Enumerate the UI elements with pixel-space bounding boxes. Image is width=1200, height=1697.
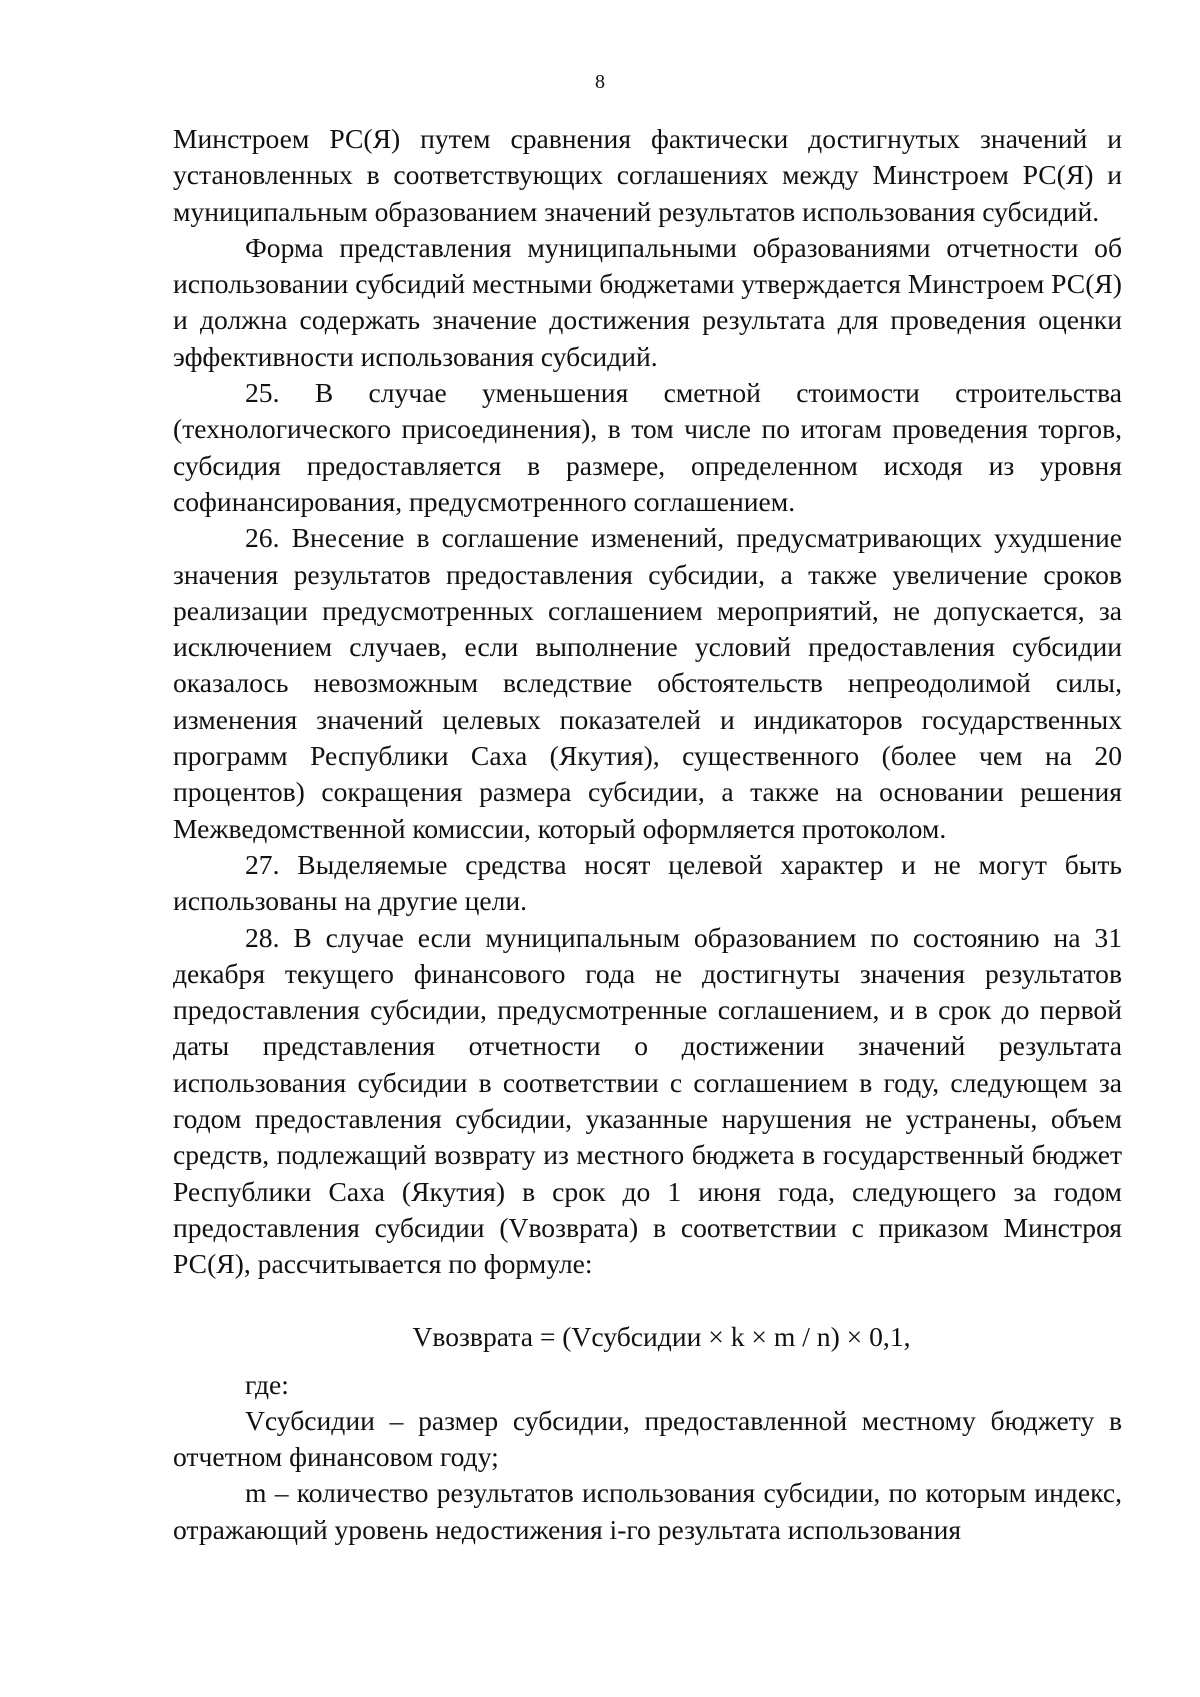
refund-formula: Vвозврата = (Vсубсидии × k × m / n) × 0,1, <box>412 1320 911 1352</box>
where-label: где: <box>245 1368 289 1400</box>
definition-m: m – количество результатов использования субсидии, по которым индекс, отражающий уровень недостижения i-го результата использования <box>173 1477 1122 1545</box>
definition-v-subsidy: Vсубсидии – размер субсидии, предоставленной местному бюджету в отчетном финансовом году; <box>173 1404 1122 1473</box>
paragraph-report-form: Форма представления муниципальными образованиями отчетности об использовании субсидий местными бюджетами утверждается Минстроем РС(Я) и должна содержать значение достижения результата для проведения оценки эффективности использования субсидий. <box>173 231 1122 372</box>
paragraph-25: 25. В случае уменьшения сметной стоимости строительства (технологического присоединения), в том числе по итогам проведения торгов, субсидия предоставляется в размере, определенном исходя из уровня софинансирования, предусмотренного соглашением. <box>173 377 1122 517</box>
paragraph-27: 27. Выделяемые средства носят целевой характер и не могут быть использованы на другие цели. <box>173 848 1122 917</box>
paragraph-28: 28. В случае если муниципальным образованием по состоянию на 31 декабря текущего финансового года не достигнуты значения результатов предоставления субсидии, предусмотренные соглашением, и в срок до первой даты представления отчетности о достижении значений результата использования субсидии в соответствии с соглашением в году, следующем за годом предоставления субсидии, указанные нарушения не устранены, объем средств, подлежащий возврату из местного бюджета в государственный бюджет Республики Саха (Якутия) в срок до 1 июня года, следующего за годом предоставления субсидии (Vвозврата) в соответствии с приказом Минстроя РС(Я), рассчитывается по формуле: <box>173 921 1122 1280</box>
paragraph-continuation: Минстроем РС(Я) путем сравнения фактически достигнутых значений и установленных в соответствующих соглашениях между Минстроем РС(Я) и муниципальным образованием значений результатов использования субсидий. <box>173 123 1122 227</box>
document-body <box>173 121 1122 1548</box>
paragraph-26: 26. Внесение в соглашение изменений, предусматривающих ухудшение значения результатов предоставления субсидии, а также увеличение сроков реализации предусмотренных соглашением мероприятий, не допускается, за исключением случаев, если выполнение условий предоставления субсидии оказалось невозможным вследствие обстоятельств непреодолимой силы, изменения значений целевых показателей и индикаторов государственных программ Республики Саха (Якутия), существенного (более чем на 20 процентов) сокращения размера субсидии, а также на основании решения Межведомственной комиссии, который оформляется протоколом. <box>173 522 1122 844</box>
page-number: 8 <box>595 71 605 93</box>
